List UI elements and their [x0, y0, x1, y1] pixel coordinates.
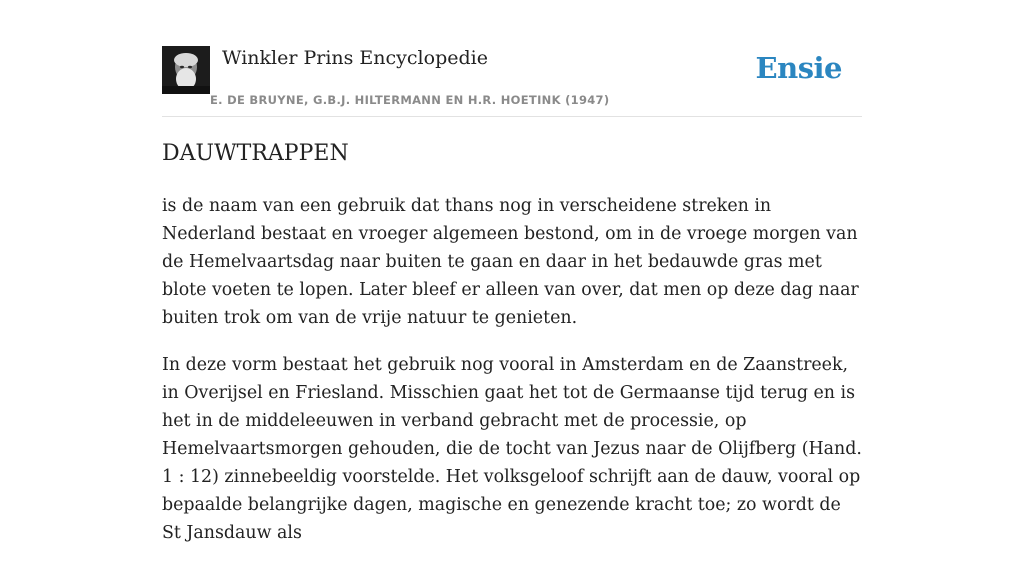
entry-body: [162, 192, 862, 566]
brand-logo[interactable]: Ensie: [755, 51, 842, 85]
entry-title: DAUWTRAPPEN: [162, 141, 349, 166]
source-authors: E. DE BRUYNE, G.B.J. HILTERMANN EN H.R. HOETINK (1947): [210, 93, 610, 107]
portrait-image: [162, 46, 210, 94]
source-title[interactable]: Winkler Prins Encyclopedie: [222, 47, 488, 69]
source-header: [162, 46, 862, 117]
entry-paragraph: In deze vorm bestaat het gebruik nog vooral in Amsterdam en de Zaanstreek, in Overijsel en Friesland. Misschien gaat het tot de Germaanse tijd terug en is het in de middeleeuwen in verband gebracht met de processie, op Hemelvaartsmorgen gehouden, die de tocht van Jezus naar de Olijfberg (Hand. 1 : 12) zinnebeeldig voorstelde. Het volksgeloof schrijft aan de dauw, vooral op bepaalde belangrijke dagen, magische en genezende kracht toe; zo wordt de St Jansdauw als: [162, 355, 862, 543]
entry-paragraph: is de naam van een gebruik dat thans nog in verscheidene streken in Nederland bestaat en vroeger algemeen bestond, om in de vroege morgen van de Hemelvaartsdag naar buiten te gaan en daar in het bedauwde gras met blote voeten te lopen. Later bleef er alleen van over, dat men op deze dag naar buiten trok om van de vrije natuur te genieten.: [162, 196, 859, 328]
author-avatar[interactable]: [162, 46, 210, 94]
